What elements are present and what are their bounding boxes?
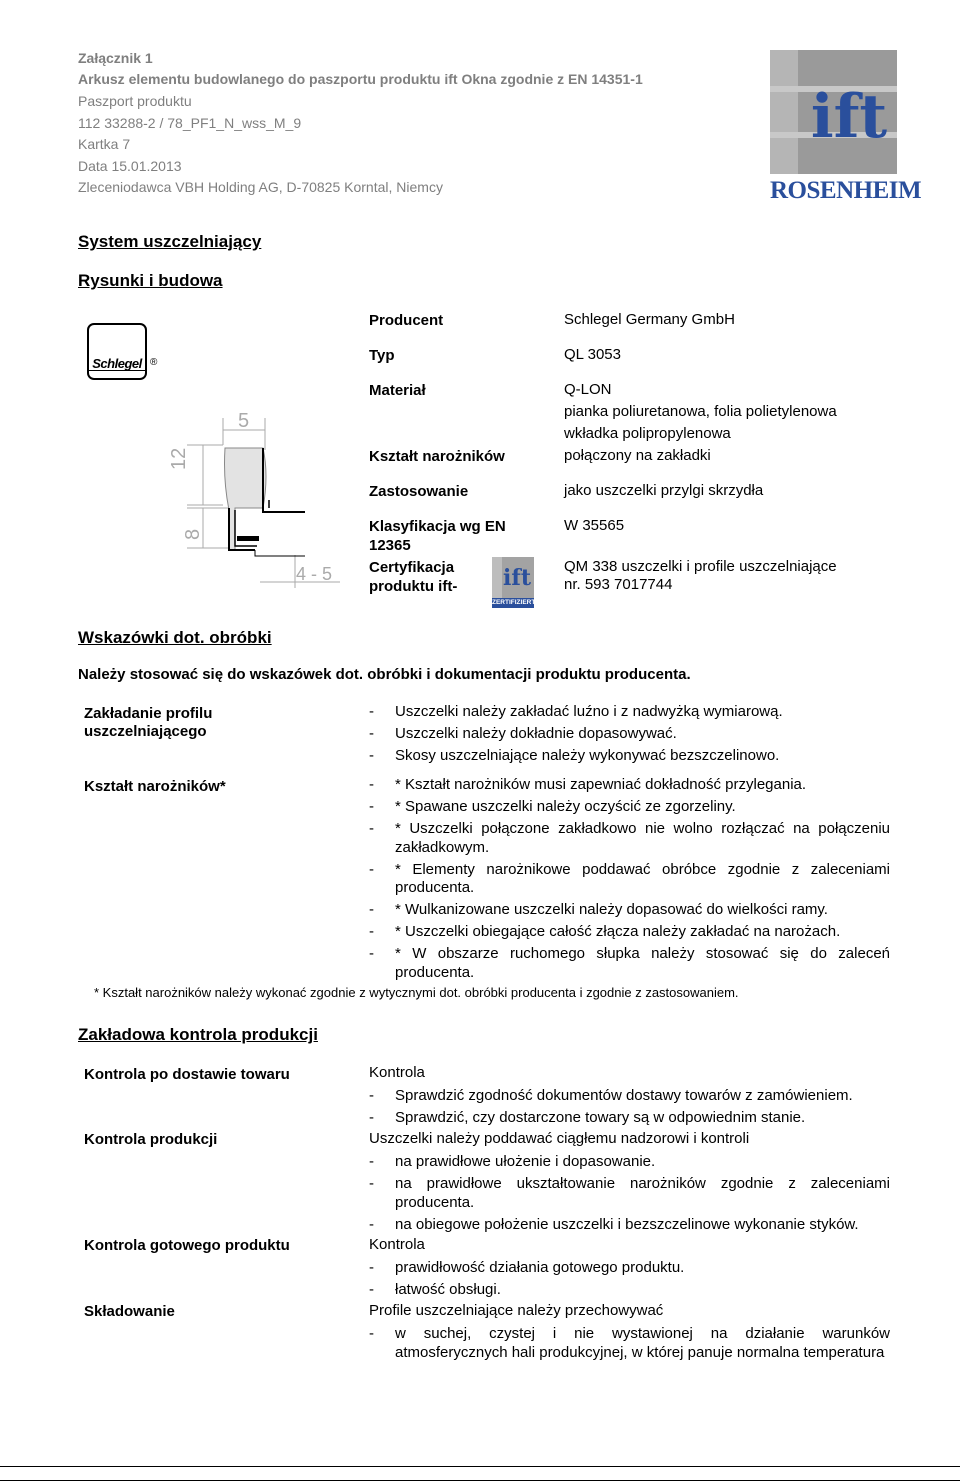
- final-product-control-head: Kontrola: [369, 1236, 425, 1253]
- header-date: Data 15.01.2013: [78, 158, 182, 174]
- spec-certification-label-1: Certyfikacja: [369, 559, 455, 576]
- corner-shape-list: [368, 776, 890, 986]
- spec-corner-shape-value: połączony na zakładki: [564, 447, 711, 464]
- list-item: - * Uszczelki połączone zakładkowo nie wolno rozłączać na połączeniu zakładkowym.: [368, 820, 890, 857]
- list-item: - na prawidłowe ułożenie i dopasowanie.: [368, 1153, 890, 1172]
- spec-material-label: Materiał: [369, 382, 426, 399]
- ift-logo-text: ift: [810, 82, 888, 152]
- list-item: - Uszczelki należy dokładnie dopasowywać.: [368, 725, 890, 744]
- ift-badge-text: ift: [503, 565, 531, 591]
- header-sheet-title: Arkusz elementu budowlanego do paszportu produktu ift Okna zgodnie z EN 14351-1: [78, 71, 643, 87]
- header-client: Zleceniodawca VBH Holding AG, D-70825 Korntal, Niemcy: [78, 179, 443, 195]
- production-control-head: Uszczelki należy poddawać ciągłemu nadzorowi i kontroli: [369, 1130, 750, 1147]
- spec-classification-value: W 35565: [564, 517, 625, 534]
- list-item: - * W obszarze ruchomego słupka należy stosować się do zaleceń producenta.: [368, 945, 890, 982]
- spec-producer-label: Producent: [369, 312, 444, 329]
- header-passport-number: 112 33288-2 / 78_PF1_N_wss_M_9: [78, 115, 302, 131]
- spec-type-value: QL 3053: [564, 346, 621, 363]
- storage-list: [368, 1325, 890, 1366]
- spec-producer-value: Schlegel Germany GmbH: [564, 311, 735, 328]
- storage-label: Składowanie: [84, 1303, 175, 1320]
- list-item: - na prawidłowe ukształtowanie narożników zgodnie z zaleceniami producenta.: [368, 1175, 890, 1212]
- section-subtitle-drawings: Rysunki i budowa: [78, 271, 223, 290]
- list-item: - Skosy uszczelniające należy wykonywać bezszczelinowo.: [368, 747, 890, 766]
- schlegel-logo: [87, 323, 147, 380]
- storage-head: Profile uszczelniające należy przechowywać: [369, 1302, 664, 1319]
- list-item: - * Elementy narożnikowe poddawać obróbce zgodnie z zaleceniami producenta.: [368, 861, 890, 898]
- spec-certification-value-2: nr. 593 7017744: [564, 576, 673, 593]
- header-passport: Paszport produktu: [78, 93, 192, 109]
- footer-rule: [0, 1466, 960, 1467]
- ift-certified-badge: [492, 557, 534, 608]
- delivery-control-label: Kontrola po dostawie towaru: [84, 1066, 290, 1083]
- list-item: - Uszczelki należy zakładać luźno i z nadwyżką wymiarową.: [368, 703, 890, 722]
- spec-material-value-3: wkładka polipropylenowa: [564, 425, 731, 442]
- list-item: - na obiegowe położenie uszczelki i bezszczelinowe wykonanie styków.: [368, 1216, 890, 1235]
- list-item: - * Wulkanizowane uszczelki należy dopasować do wielkości ramy.: [368, 901, 890, 920]
- spec-corner-shape-label: Kształt narożników: [369, 448, 505, 465]
- spec-classification-label-1: Klasyfikacja wg EN: [369, 518, 506, 535]
- list-item: - łatwość obsługi.: [368, 1281, 890, 1300]
- header-page: Kartka 7: [78, 136, 131, 152]
- spec-material-value-1: Q-LON: [564, 381, 612, 398]
- production-control-label: Kontrola produkcji: [84, 1131, 218, 1148]
- list-item: - * Spawane uszczelki należy oczyścić ze zgorzeliny.: [368, 798, 890, 817]
- dimension-4-5: 4 - 5: [296, 564, 333, 584]
- corner-shape-label: Kształt narożników*: [84, 778, 226, 795]
- registered-mark: ®: [150, 357, 158, 368]
- rosenheim-logo-text: ROSENHEIM: [770, 177, 922, 204]
- final-product-control-label: Kontrola gotowego produktu: [84, 1237, 290, 1254]
- section-title-seal-system: System uszczelniający: [78, 232, 262, 251]
- production-control-list: [368, 1153, 890, 1238]
- list-item: - * Uszczelki obiegające całość złącza należy zakładać na narożach.: [368, 923, 890, 942]
- spec-material-value-2: pianka poliuretanowa, folia polietylenowa: [564, 403, 837, 420]
- spec-application-value: jako uszczelki przylgi skrzydła: [564, 482, 764, 499]
- list-item: - prawidłowość działania gotowego produktu.: [368, 1259, 890, 1278]
- ift-rosenheim-logo: [770, 50, 922, 206]
- schlegel-logo-text: Schlegel: [89, 357, 145, 371]
- fitting-list: [368, 703, 890, 769]
- spec-application-label: Zastosowanie: [369, 483, 469, 500]
- fitting-label-2: uszczelniającego: [84, 723, 207, 740]
- delivery-control-list: [368, 1087, 890, 1131]
- dimension-12: 12: [168, 447, 190, 470]
- dimension-8: 8: [182, 528, 204, 540]
- spec-certification-value-1: QM 338 uszczelki i profile uszczelniające: [564, 558, 837, 575]
- list-item: - w suchej, czystej i nie wystawionej na działanie warunków atmosferycznych hali produkcyjnej, w której panuje normalna temperatura: [368, 1325, 890, 1362]
- list-item: - * Kształt narożników musi zapewniać dokładność przylegania.: [368, 776, 890, 795]
- fitting-label-1: Zakładanie profilu: [84, 705, 213, 722]
- footer-rule-bottom: [0, 1480, 960, 1481]
- processing-intro: Należy stosować się do wskazówek dot. obróbki i dokumentacji produktu producenta.: [78, 666, 691, 683]
- certified-badge-label: ZERTIFIZIERT: [492, 599, 536, 606]
- spec-certification-label-2: produktu ift-: [369, 578, 458, 595]
- list-item: - Sprawdzić zgodność dokumentów dostawy towarów z zamówieniem.: [368, 1087, 890, 1106]
- spec-classification-label-2: 12365: [369, 537, 411, 554]
- section-title-processing: Wskazówki dot. obróbki: [78, 628, 272, 647]
- dimension-5: 5: [238, 410, 250, 432]
- delivery-control-head: Kontrola: [369, 1064, 425, 1081]
- header-annex: Załącznik 1: [78, 50, 153, 66]
- section-title-production-control: Zakładowa kontrola produkcji: [78, 1025, 318, 1044]
- list-item: - Sprawdzić, czy dostarczone towary są w odpowiednim stanie.: [368, 1109, 890, 1128]
- final-product-control-list: [368, 1259, 890, 1303]
- spec-type-label: Typ: [369, 347, 395, 364]
- corner-shape-footnote: * Kształt narożników należy wykonać zgodnie z wytycznymi dot. obróbki producenta i zgodnie z zastosowaniem.: [94, 985, 739, 1000]
